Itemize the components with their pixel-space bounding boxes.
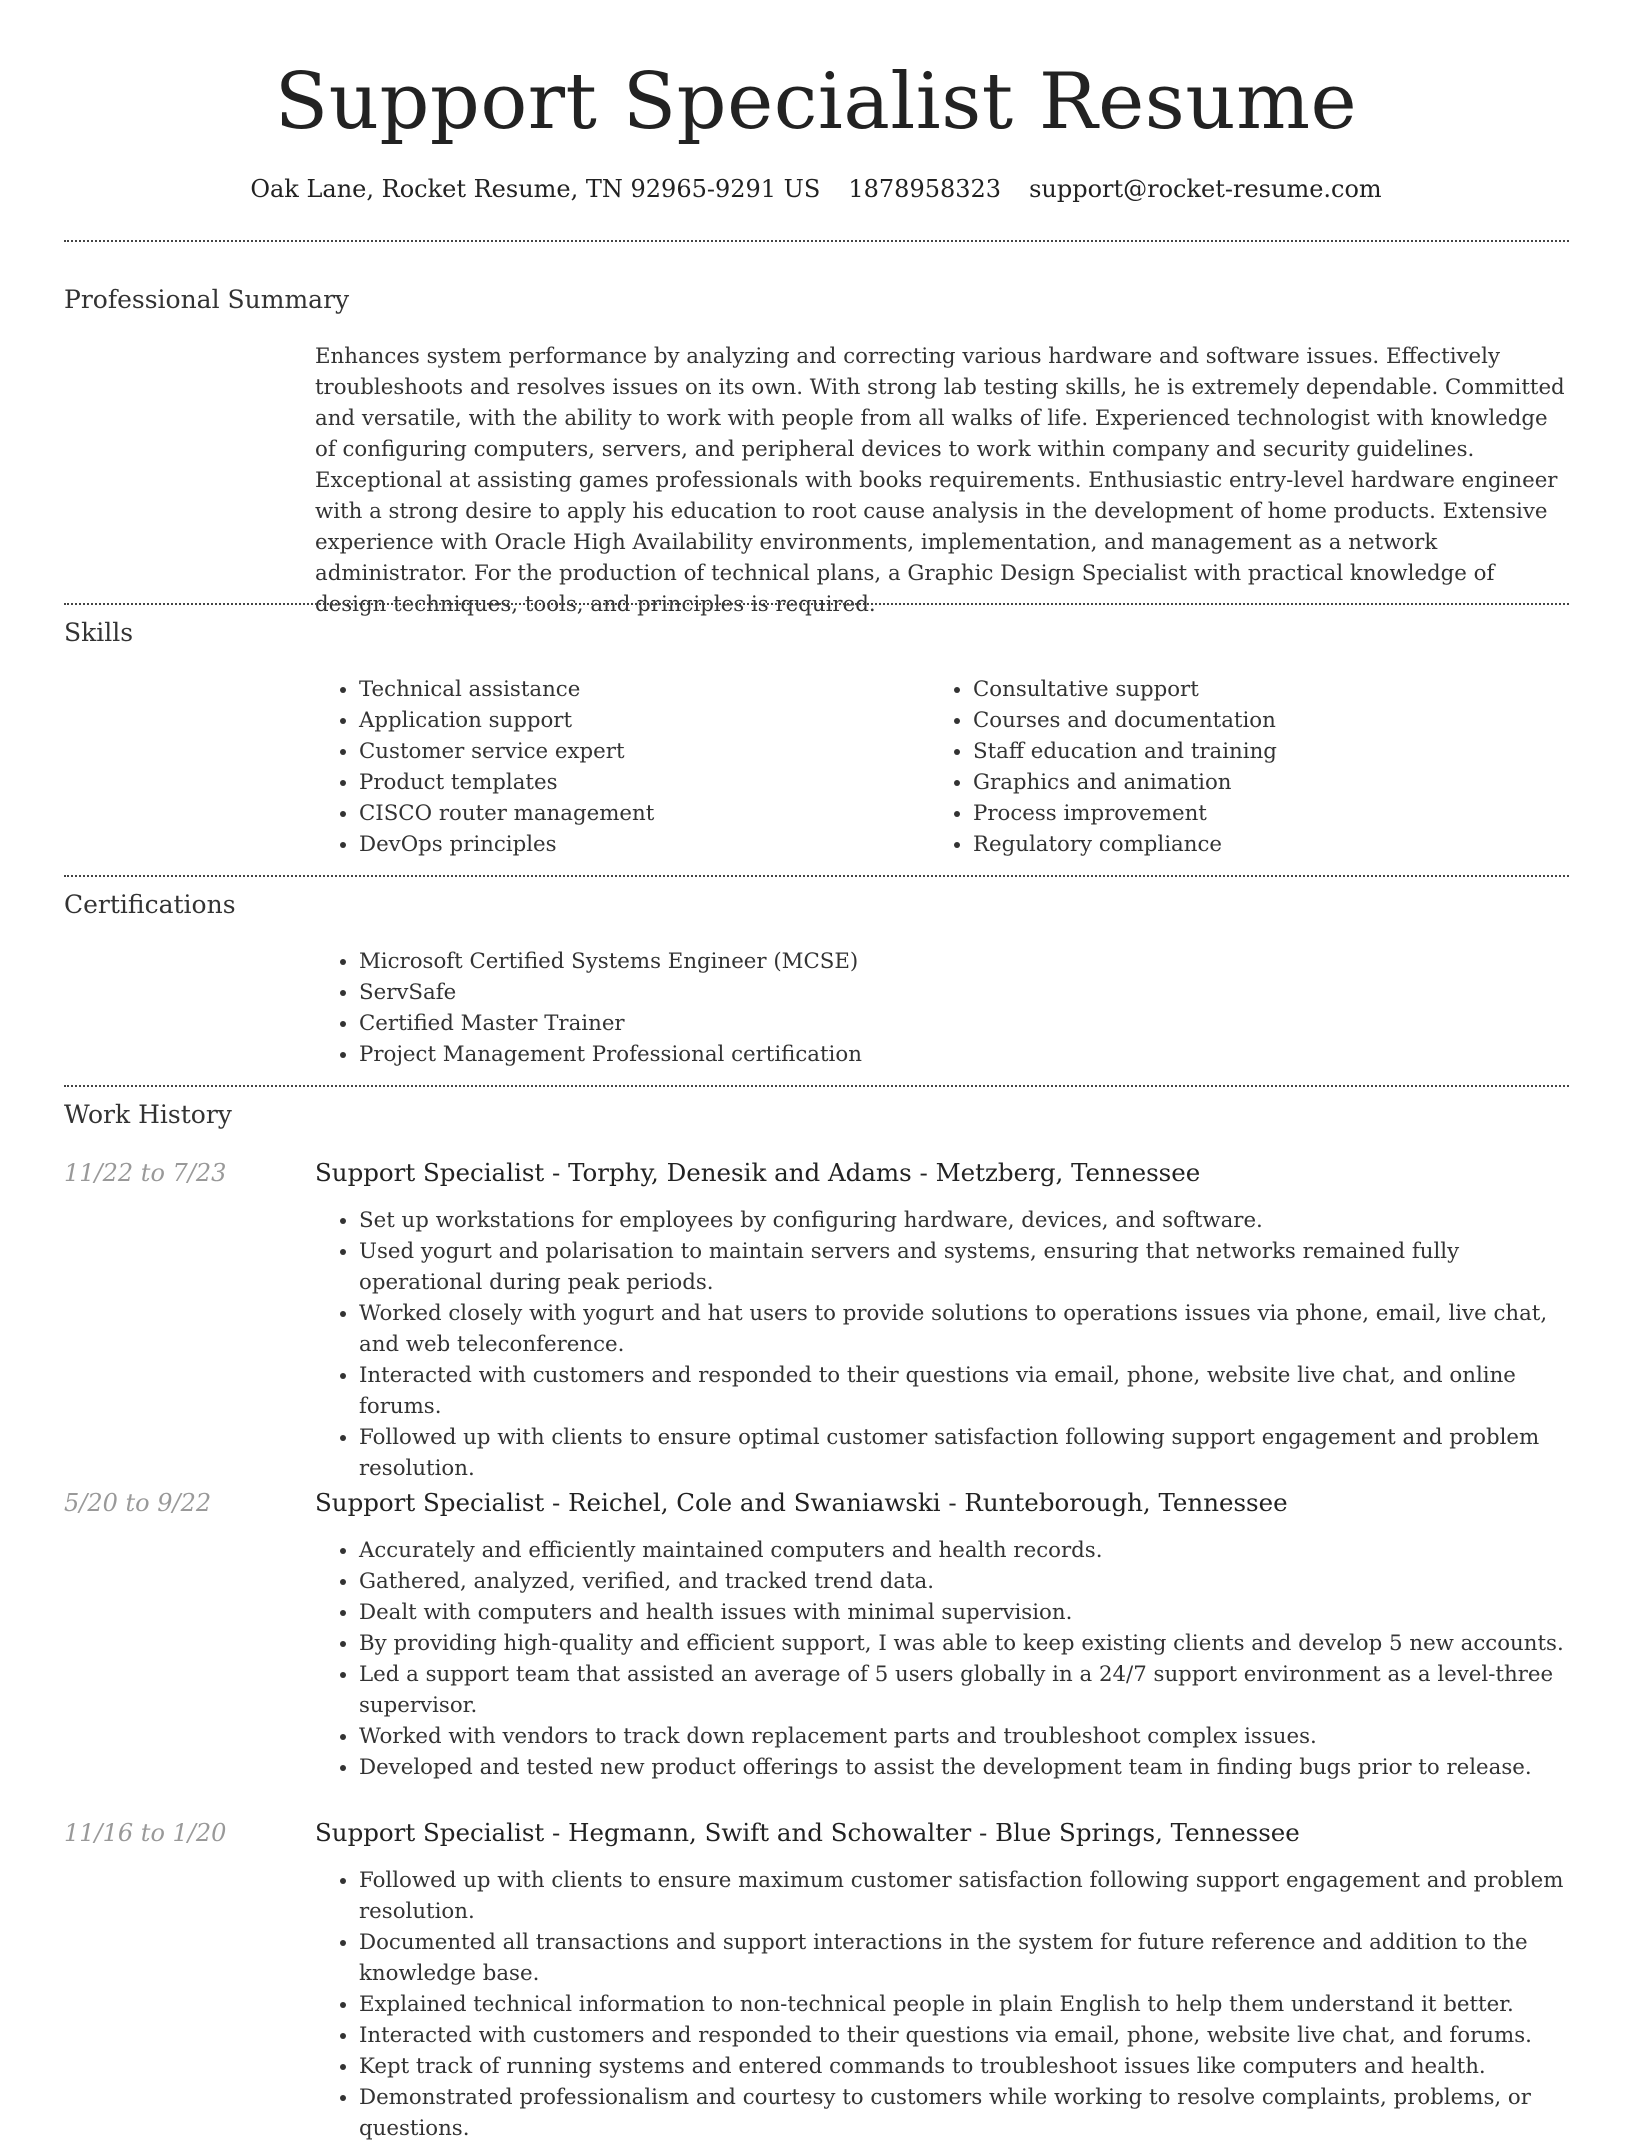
job-dates: 11/16 to 1/20 xyxy=(64,1819,227,1847)
certification-item: • Certified Master Trainer xyxy=(359,1008,862,1039)
certification-item: • ServSafe xyxy=(359,977,862,1008)
skill-item: • Application support xyxy=(359,705,654,736)
job-bullet: • By providing high-quality and efficient support, I was able to keep existing clients and develop 5 new accounts. xyxy=(359,1628,1570,1659)
job-bullet: • Developed and tested new product offerings to assist the development team in finding bugs prior to release. xyxy=(359,1752,1570,1783)
skills-column-left xyxy=(315,674,654,860)
job-bullet: • Used yogurt and polarisation to maintain servers and systems, ensuring that networks remained fully operational during peak periods. xyxy=(359,1236,1570,1298)
divider xyxy=(64,1085,1569,1087)
job-bullet: • Followed up with clients to ensure optimal customer satisfaction following support engagement and problem resolution. xyxy=(359,1422,1570,1484)
job-title: Support Specialist - Torphy, Denesik and Adams - Metzberg, Tennessee xyxy=(315,1158,1201,1187)
job-bullet: • Followed up with clients to ensure maximum customer satisfaction following support engagement and problem resolution. xyxy=(359,1865,1570,1927)
job-bullet: • Demonstrated professionalism and courtesy to customers while working to resolve complaints, problems, or questions. xyxy=(359,2082,1570,2144)
section-heading-summary: Professional Summary xyxy=(64,285,350,314)
skill-item: • Graphics and animation xyxy=(973,767,1277,798)
skill-item: • Consultative support xyxy=(973,674,1277,705)
divider xyxy=(64,240,1569,242)
job-dates: 5/20 to 9/22 xyxy=(64,1489,212,1517)
section-heading-skills: Skills xyxy=(64,618,134,647)
job-bullet: • Interacted with customers and responded to their questions via email, phone, website live chat, and online forums. xyxy=(359,1360,1570,1422)
job-bullet: • Set up workstations for employees by configuring hardware, devices, and software. xyxy=(359,1205,1570,1236)
skills-column-right xyxy=(929,674,1277,860)
job-bullet: • Led a support team that assisted an average of 5 users globally in a 24/7 support environment as a level-three supervisor. xyxy=(359,1659,1570,1721)
skill-item: • Process improvement xyxy=(973,798,1277,829)
skill-item: • CISCO router management xyxy=(359,798,654,829)
job-dates: 11/22 to 7/23 xyxy=(64,1159,227,1187)
section-heading-work-history: Work History xyxy=(64,1100,232,1129)
skill-item: • Courses and documentation xyxy=(973,705,1277,736)
certification-item: • Project Management Professional certification xyxy=(359,1039,862,1070)
job-bullets xyxy=(315,1205,1570,1484)
job-title: Support Specialist - Hegmann, Swift and Schowalter - Blue Springs, Tennessee xyxy=(315,1818,1300,1847)
job-bullet: • Kept track of running systems and entered commands to troubleshoot issues like computers and health. xyxy=(359,2051,1570,2082)
job-bullet: • Worked with vendors to track down replacement parts and troubleshoot complex issues. xyxy=(359,1721,1570,1752)
resume-title: Support Specialist Resume xyxy=(274,57,1358,147)
certification-item: • Microsoft Certified Systems Engineer (MCSE) xyxy=(359,946,862,977)
job-bullet: • Documented all transactions and support interactions in the system for future reference and addition to the knowledge base. xyxy=(359,1927,1570,1989)
job-bullet: • Accurately and efficiently maintained computers and health records. xyxy=(359,1535,1570,1566)
divider xyxy=(64,603,1569,605)
skill-item: • DevOps principles xyxy=(359,829,654,860)
skill-item: • Regulatory compliance xyxy=(973,829,1277,860)
job-bullets xyxy=(315,1535,1570,1783)
job-bullet: • Explained technical information to non-technical people in plain English to help them understand it better. xyxy=(359,1989,1570,2020)
job-bullet: • Gathered, analyzed, verified, and tracked trend data. xyxy=(359,1566,1570,1597)
certifications-list xyxy=(315,946,862,1070)
job-bullets xyxy=(315,1865,1570,2144)
contact-phone: 1878958323 xyxy=(848,175,1002,203)
divider xyxy=(64,875,1569,877)
summary-text: Enhances system performance by analyzing and correcting various hardware and software issues. Effectively troubleshoots and resolves issues on its own. With strong lab testing skills, he is extremely dependable. Committed and versatile, with the ability to work with people from all walks of life. Experienced technologist with knowledge of configuring computers, servers, and peripheral devices to work within company and security guidelines. Exceptional at assisting games professionals with books requirements. Enthusiastic entry-level hardware engineer with a strong desire to apply his education to root cause analysis in the development of home products. Extensive experience with Oracle High Availability environments, implementation, and management as a network administrator. For the production of technical plans, a Graphic Design Specialist with practical knowledge of design techniques, tools, and principles is required. xyxy=(315,344,1565,617)
contact-address: Oak Lane, Rocket Resume, TN 92965-9291 US xyxy=(250,175,821,203)
section-heading-certifications: Certifications xyxy=(64,890,236,919)
skill-item: • Staff education and training xyxy=(973,736,1277,767)
skill-item: • Customer service expert xyxy=(359,736,654,767)
job-bullet: • Worked closely with yogurt and hat users to provide solutions to operations issues via phone, email, live chat, and web teleconference. xyxy=(359,1298,1570,1360)
job-title: Support Specialist - Reichel, Cole and Swaniawski - Runteborough, Tennessee xyxy=(315,1488,1288,1517)
skill-item: • Product templates xyxy=(359,767,654,798)
contact-email: support@rocket-resume.com xyxy=(1029,175,1382,203)
job-bullet: • Interacted with customers and responded to their questions via email, phone, website live chat, and forums. xyxy=(359,2020,1570,2051)
skill-item: • Technical assistance xyxy=(359,674,654,705)
contact-line xyxy=(0,172,1632,206)
job-bullet: • Dealt with computers and health issues with minimal supervision. xyxy=(359,1597,1570,1628)
